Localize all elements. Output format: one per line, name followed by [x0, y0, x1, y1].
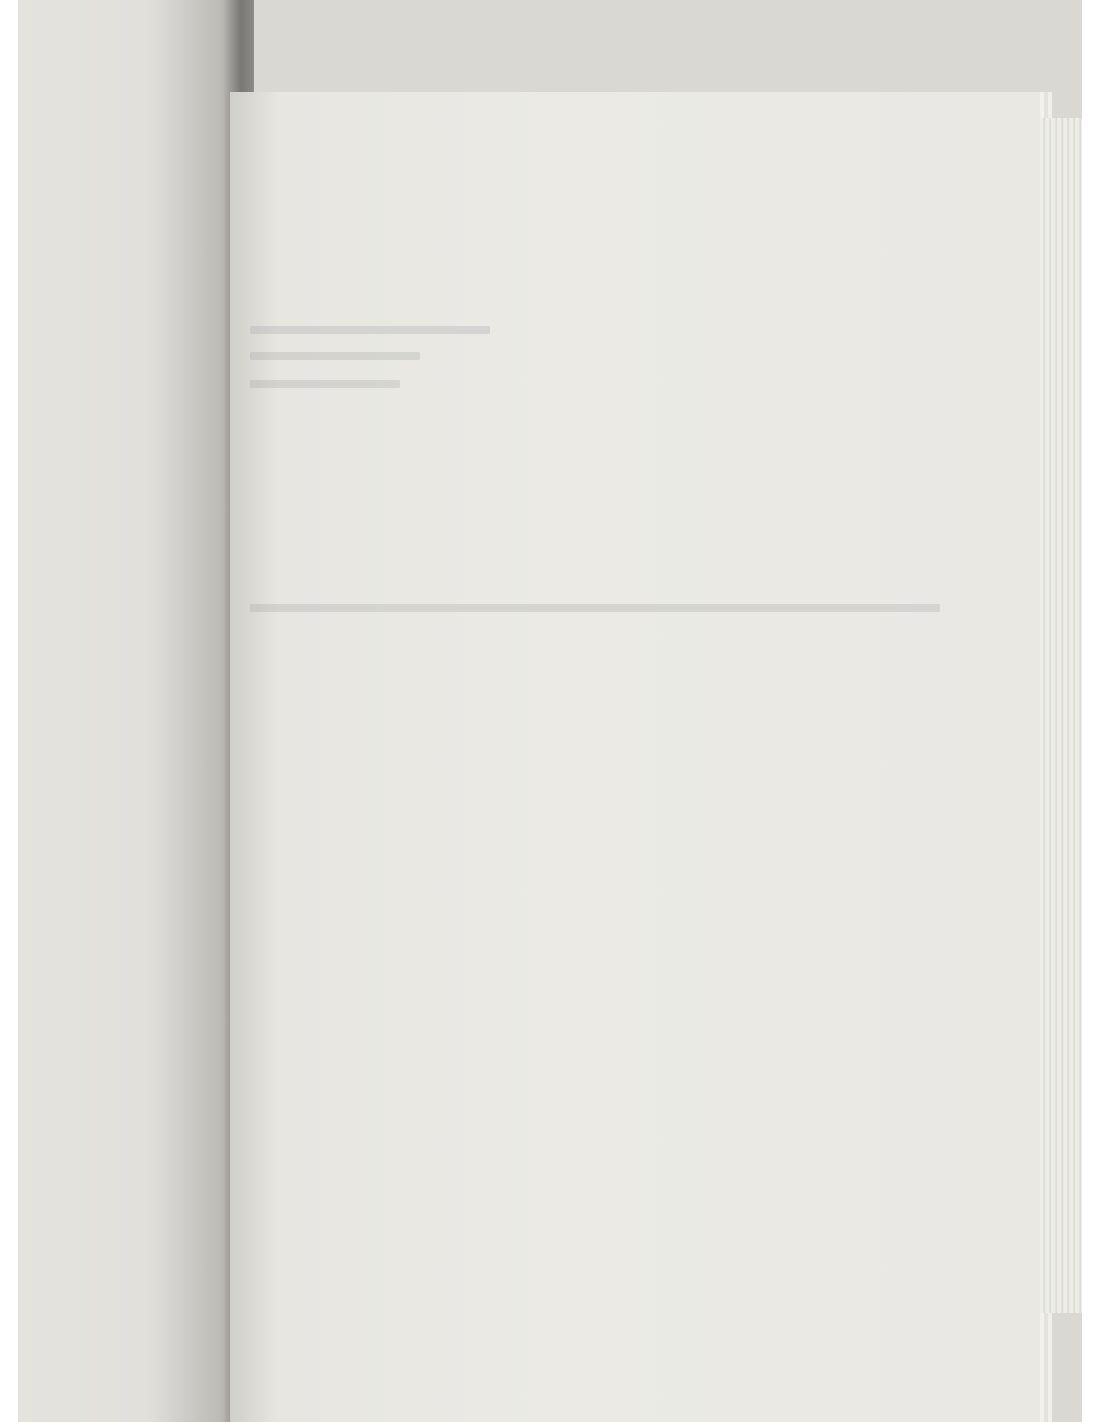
show-through [250, 352, 420, 360]
right-page [230, 92, 1040, 1422]
page-edges [1040, 118, 1082, 1313]
open-book [18, 0, 1082, 1422]
show-through [250, 326, 490, 334]
show-through [250, 604, 940, 612]
left-page [18, 0, 254, 1422]
show-through [250, 380, 400, 388]
